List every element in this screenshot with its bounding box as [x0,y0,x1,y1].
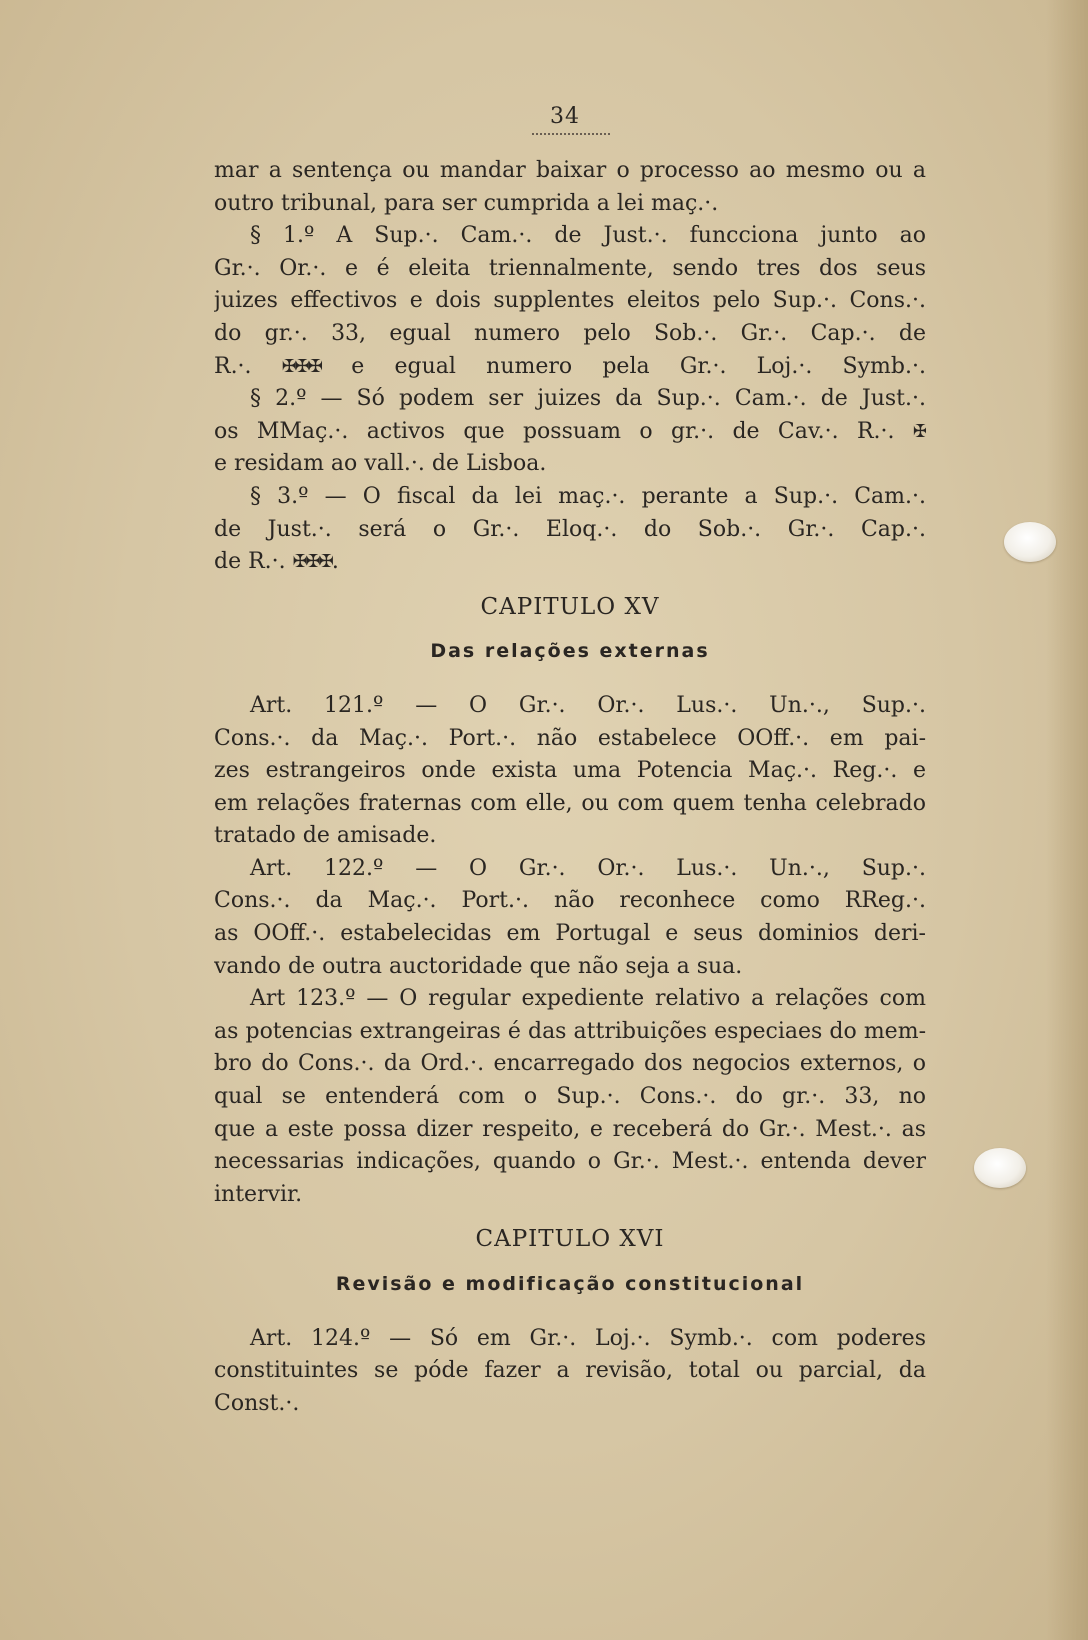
text-line: outro tribunal, para ser cumprida a lei maç.·. [214,190,719,216]
text-line: e residam ao vall.·. de Lisboa. [214,451,547,477]
text-line: tratado de amisade. [214,823,437,849]
cross-emblem-icon: ✠✠✠ [281,355,322,377]
text-line: Cons.·. da Maç.·. Port.·. não estabelece OOff.·. em pai- [214,725,926,751]
page-number-rule [532,133,610,135]
cross-emblem-icon: ✠✠✠ [292,551,332,573]
text-line: Const.·. [214,1390,300,1416]
text-fragment: os MMaç.·. activos que possuam o gr.·. de Cav.·. R.·. [214,418,895,444]
text-fragment: e egual numero pela Gr.·. Loj.·. Symb.·. [351,353,926,379]
text-line-with-emblem [214,351,926,384]
cross-emblem-icon: ✠ [912,420,926,442]
text-line: de Just.·. será o Gr.·. Eloq.·. do Sob.·. Gr.·. Cap.·. [214,516,926,542]
text-fragment: de R.·. [214,549,286,575]
section-heading: Revisão e modificação constitucional [335,1273,805,1295]
text-line-with-emblem: de R.·. ✠✠✠. [214,549,339,575]
text-line: mar a sentença ou mandar baixar o processo ao mesmo ou a [214,158,926,183]
text-line: em relações fraternas com elle, ou com quem tenha celebrado [214,790,926,816]
text-line: § 3.º — O fiscal da lei maç.·. perante a Sup.·. Cam.·. [250,483,926,509]
text-line: as potencias extrangeiras é das attribuições especiaes do mem- [214,1018,926,1044]
text-line: juizes effectivos e dois supplentes eleitos pelo Sup.·. Cons.·. [214,288,926,314]
section-heading: Das relações externas [430,640,710,663]
text-line: intervir. [214,1181,303,1207]
text-fragment: R.·. [214,353,252,379]
text-line: Art. 121.º — O Gr.·. Or.·. Lus.·. Un.·., Sup.·. [250,692,926,718]
text-line: § 1.º A Sup.·. Cam.·. de Just.·. funcciona junto ao [250,223,926,249]
text-line: vando de outra auctoridade que não seja a sua. [214,953,743,979]
text-line: Gr.·. Or.·. e é eleita triennalmente, sendo tres dos seus [214,255,926,281]
text-line: as OOff.·. estabelecidas em Portugal e seus dominios deri- [214,921,926,947]
text-line: constituintes se póde fazer a revisão, total ou parcial, da [214,1358,926,1384]
text-line: Art. 122.º — O Gr.·. Or.·. Lus.·. Un.·., Sup.·. [250,855,926,881]
text-line: do gr.·. 33, egual numero pelo Sob.·. Gr.·. Cap.·. de [214,320,926,346]
binding-hole-bottom [974,1148,1026,1188]
page-text [214,155,926,1420]
binding-hole-top [1004,522,1056,562]
text-line: § 2.º — Só podem ser juizes da Sup.·. Cam.·. de Just.·. [250,386,926,412]
page-number: 34 [550,104,580,129]
text-line-with-emblem [214,416,926,449]
text-line: necessarias indicações, quando o Gr.·. Mest.·. entenda dever [214,1149,926,1175]
chapter-heading: CAPITULO XV [480,593,660,620]
text-line: Art 123.º — O regular expediente relativo a relações com [250,986,926,1012]
text-line: Cons.·. da Maç.·. Port.·. não reconhece como RReg.·. [214,888,926,914]
text-line: que a este possa dizer respeito, e receberá do Gr.·. Mest.·. as [214,1116,926,1142]
text-line: Art. 124.º — Só em Gr.·. Loj.·. Symb.·. com poderes [250,1325,926,1351]
text-line: bro do Cons.·. da Ord.·. encarregado dos negocios externos, o [214,1051,926,1077]
chapter-heading: CAPITULO XVI [475,1226,665,1253]
text-line: zes estrangeiros onde exista uma Potencia Maç.·. Reg.·. e [214,758,926,784]
text-line: qual se entenderá com o Sup.·. Cons.·. do gr.·. 33, no [214,1084,926,1110]
page-edge-shading [1046,0,1088,1640]
